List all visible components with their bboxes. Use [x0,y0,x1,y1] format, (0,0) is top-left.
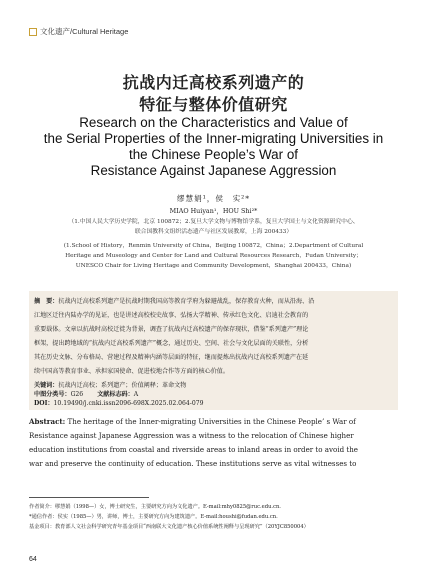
section-marker-icon [29,28,37,36]
title-en-line-1: Research on the Characteristics and Value of [79,115,348,130]
abstract-en-text: The heritage of the Inner-migrating Universities in the Chinese People’ s War of [65,417,356,426]
authors-en: MIAO Huiyan¹，HOU Shi²* [169,207,258,215]
abstract-en-label: Abstract: [29,417,66,426]
abstract-zh-line-4: 框架，提出跨地域的“抗战内迁高校系列遗产”概念，通过历史、空间、社会与文化层面的关联性，分析 [34,340,309,347]
doi-value: 10.19490/j.cnki.issn2096-698X.2025.02.064-079 [53,400,204,407]
abstract-zh-line-1 [34,297,314,306]
title-en-line-3: the Chinese People’s War of [129,147,298,162]
abstract-zh-text: 抗战内迁高校系列遗产是抗战时期我国高等教育学府为躲避战乱，保存教育火种，而从沿海、沿 [58,298,315,305]
affiliation-zh-line-2: 联合国教科文组织活态遗产与社区发展教席，上海 200433） [134,229,293,235]
abstract-zh-line-3: 重要载体。文章以抗战时高校迁徙为背景，调查了抗战内迁高校遗产的保存现状，借鉴“系列遗产”理论 [34,326,309,333]
abstract-zh-line-2: 江地区迁往内陆办学的见证，也是讲述高校校史故事、弘扬大学精神、传承红色文化、启迪社会教育的 [34,312,309,319]
title-en-line-4: Resistance Against Japanese Aggression [90,163,337,178]
abstract-en-line-1 [29,417,356,427]
title-zh-line-1: 抗战内迁高校系列遗产的 [122,73,305,92]
keywords [34,381,186,390]
footnote-corresponding-author: *通信作者：侯实（1985—）男，讲师，博士，主要研究方向为建筑遗产。E-mail:houshi@fudan.edu.cn. [29,514,278,520]
footnote-rule [29,497,149,498]
classification-row [34,390,138,399]
doc-code-value: A [133,391,139,398]
doi-row [34,399,203,408]
footnote-author-bio: 作者简介：缪慧娟（1998—）女，博士研究生，主要研究方向为文化遗产。E-mail:mhy0825@ruc.edu.cn. [29,504,281,510]
doi-label: DOI： [34,400,54,407]
abstract-zh-line-6: 续中国高等教育事业、承担家国使命、促进校地合作等方面的核心价值。 [34,368,229,375]
affiliation-zh-line-1: （1.中国人民大学历史学院，北京 100872；2.复旦大学文物与博物馆学系，复旦大学国土与文化资源研究中心、 [68,219,359,225]
abstract-en-line-4: war and preserve the continuity of education. These institutions serve as vital witnesses to [29,459,357,468]
abstract-label: 摘 要： [34,298,59,305]
clc-label: 中图分类号： [34,391,71,398]
title-zh-line-2: 特征与整体价值研究 [139,95,288,114]
clc-value: G26 [70,391,84,398]
abstract-en-line-2: Resistance against Japanese Aggression was a witness to the relocation of Chinese higher [29,431,354,440]
page-number: 64 [29,556,37,563]
authors-zh: 缪慧娟¹，侯 实²* [176,194,251,203]
abstract-zh-line-5: 其在历史文脉、分布格局、营建过程及精神内涵等层面的特征，继而提炼出抗战内迁高校系列遗产在延 [34,354,309,361]
abstract-en-line-3: education institutions from coastal and riverside areas to inland areas in order to avoid the [29,445,359,454]
keywords-value: 抗战内迁高校；系列遗产；价值阐释；革命文物 [58,382,187,389]
title-en-line-2: the Serial Properties of the Inner-migrating Universities in [43,131,384,146]
affiliation-en-line-1: (1.School of History，Renmin University of China，Beijing 100872，China；2.Department of Cultural [63,243,364,249]
doc-code-label: 文献标志码： [97,391,134,398]
section-label: 文化遗产/Cultural Heritage [40,27,129,36]
affiliation-en-line-3: UNESCO Chair for Living Heritage and Community Development，Shanghai 200433，China) [75,263,352,269]
keywords-label: 关键词： [34,382,59,389]
footnote-funding: 基金项目：教育部人文社会科学研究青年基金项目“西南联大文化遗产核心价值系统性阐释与呈现研究”（20YJC850004） [29,524,309,530]
affiliation-en-line-2: Heritage and Museology and Center for Land and Cultural Resources Research，Fudan University； [65,253,362,259]
